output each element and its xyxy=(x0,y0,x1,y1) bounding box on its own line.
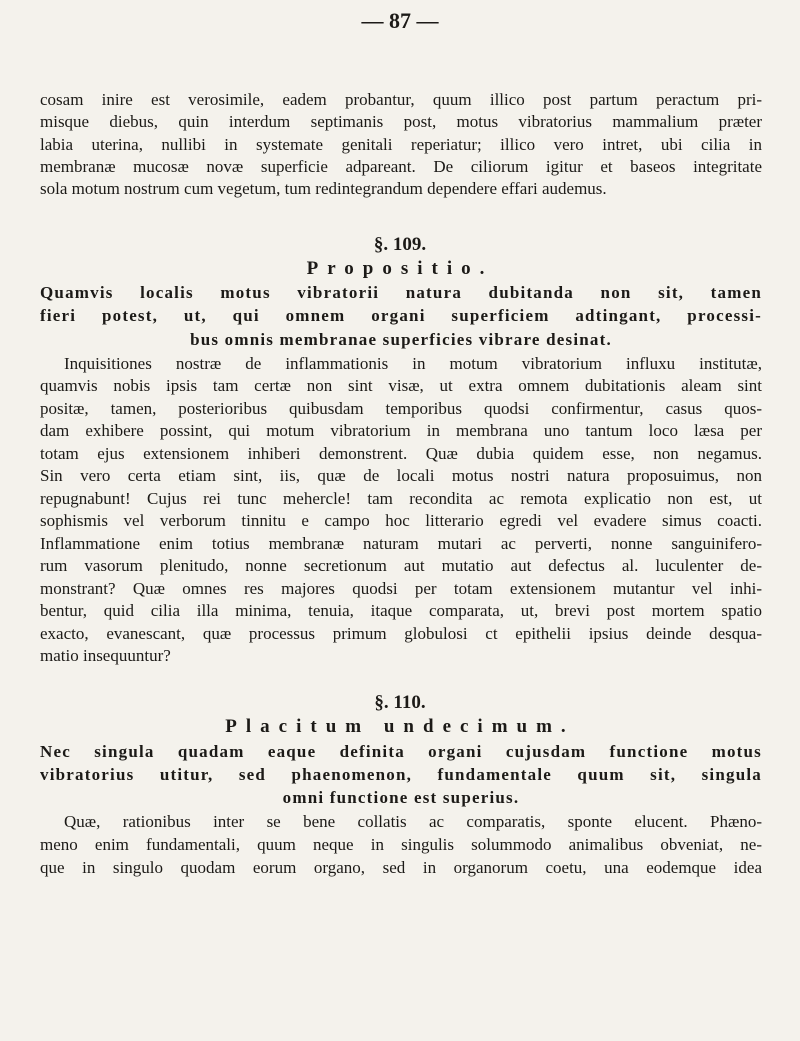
section-109-body-line: exacto, evanescant, quæ processus primum globulosi ct epithelii ipsius deinde desqua- xyxy=(40,624,762,643)
section-110-body-line: meno enim fundamentali, quum neque in singulis solummodo animalibus obveniat, ne- xyxy=(40,835,762,854)
section-109-number: §. 109. xyxy=(373,234,427,255)
section-109-body-line: Inflammatione enim totius membranæ naturam mutari ac perverti, nonne sanguinifero- xyxy=(40,534,762,553)
section-109-body-line: repugnabunt! Cujus rei tunc mehercle! tam recondita ac remota explicatio non est, ut xyxy=(40,489,762,508)
section-110-thesis-line: vibratorius utitur, sed phaenomenon, fundamentale quum sit, singula xyxy=(40,765,762,784)
section-110-body-line: Quæ, rationibus inter se bene collatis ac comparatis, sponte elucent. Phæno- xyxy=(64,812,762,831)
section-110-thesis-line: Nec singula quadam eaque definita organi cujusdam functione motus xyxy=(40,742,762,761)
section-109-body-line: rum vasorum plenitudo, nonne secretionum aut mutatio aut defectus al. luculenter de- xyxy=(40,556,762,575)
section-109-body-line: positæ, tamen, posterioribus quibusdam temporibus quodsi confirmentur, casus quos- xyxy=(40,399,762,418)
section-110-number: §. 110. xyxy=(374,692,426,713)
section-110-thesis-line: omni functione est superius. xyxy=(282,788,520,807)
page-number: — 87 — xyxy=(361,8,439,33)
section-110-body-line: que in singulo quodam eorum organo, sed in organorum coetu, una eodemque idea xyxy=(40,858,762,877)
para1-line: membranæ mucosæ novæ superficie adpareant. De ciliorum igitur et baseos integritate xyxy=(40,157,762,176)
section-109-title: Propositio. xyxy=(306,258,494,279)
section-109-body-line: dam exhibere possint, qui motum vibratorium in membrana uno tantum loco læsa per xyxy=(40,421,762,440)
para1-line: misque diebus, quin interdum septimanis post, motus vibratorius mammalium præter xyxy=(40,112,762,131)
section-109-body-line: quamvis nobis ipsis tam certæ non sint visæ, ut extra omnem dubitationis aleam sint xyxy=(40,376,762,395)
section-109-body-line: monstrant? Quæ omnes res majores quodsi per totam extensionem mutantur vel inhi- xyxy=(40,579,762,598)
section-109-thesis-line: Quamvis localis motus vibratorii natura dubitanda non sit, tamen xyxy=(40,283,762,302)
section-109-body-line: sophismis vel verborum tinnitu e campo hoc litterario egredi vel evadere simus coacti. xyxy=(40,511,762,530)
para1-line: cosam inire est verosimile, eadem probantur, quum illico post partum peractum pri- xyxy=(40,90,762,109)
section-109-body-line: bentur, quid cilia illa minima, tenuia, itaque comparata, ut, brevi post mortem spatio xyxy=(40,601,762,620)
para1-line: labia uterina, nullibi in systemate genitali reperiatur; illico vero intret, ubi cilia in xyxy=(40,135,762,154)
section-109-thesis-line: fieri potest, ut, qui omnem organi superficiem adtingant, processi- xyxy=(40,306,762,325)
section-110-title: Placitum undecimum. xyxy=(225,716,575,737)
section-109-body-line: Inquisitiones nostræ de inflammationis in motum vibratorium influxu institutæ, xyxy=(64,354,762,373)
section-109-body-line: matio insequuntur? xyxy=(40,646,171,665)
section-109-body-line: totam ejus extensionem inhiberi demonstrent. Quæ dubia quidem esse, non negamus. xyxy=(40,444,762,463)
para1-line: sola motum nostrum cum vegetum, tum redintegrandum dependere effari audemus. xyxy=(40,179,607,198)
section-109-thesis-line: bus omnis membranae superficies vibrare desinat. xyxy=(190,330,612,349)
section-109-body-line: Sin vero certa etiam sint, iis, quæ de locali motus nostri natura proposuimus, non xyxy=(40,466,762,485)
